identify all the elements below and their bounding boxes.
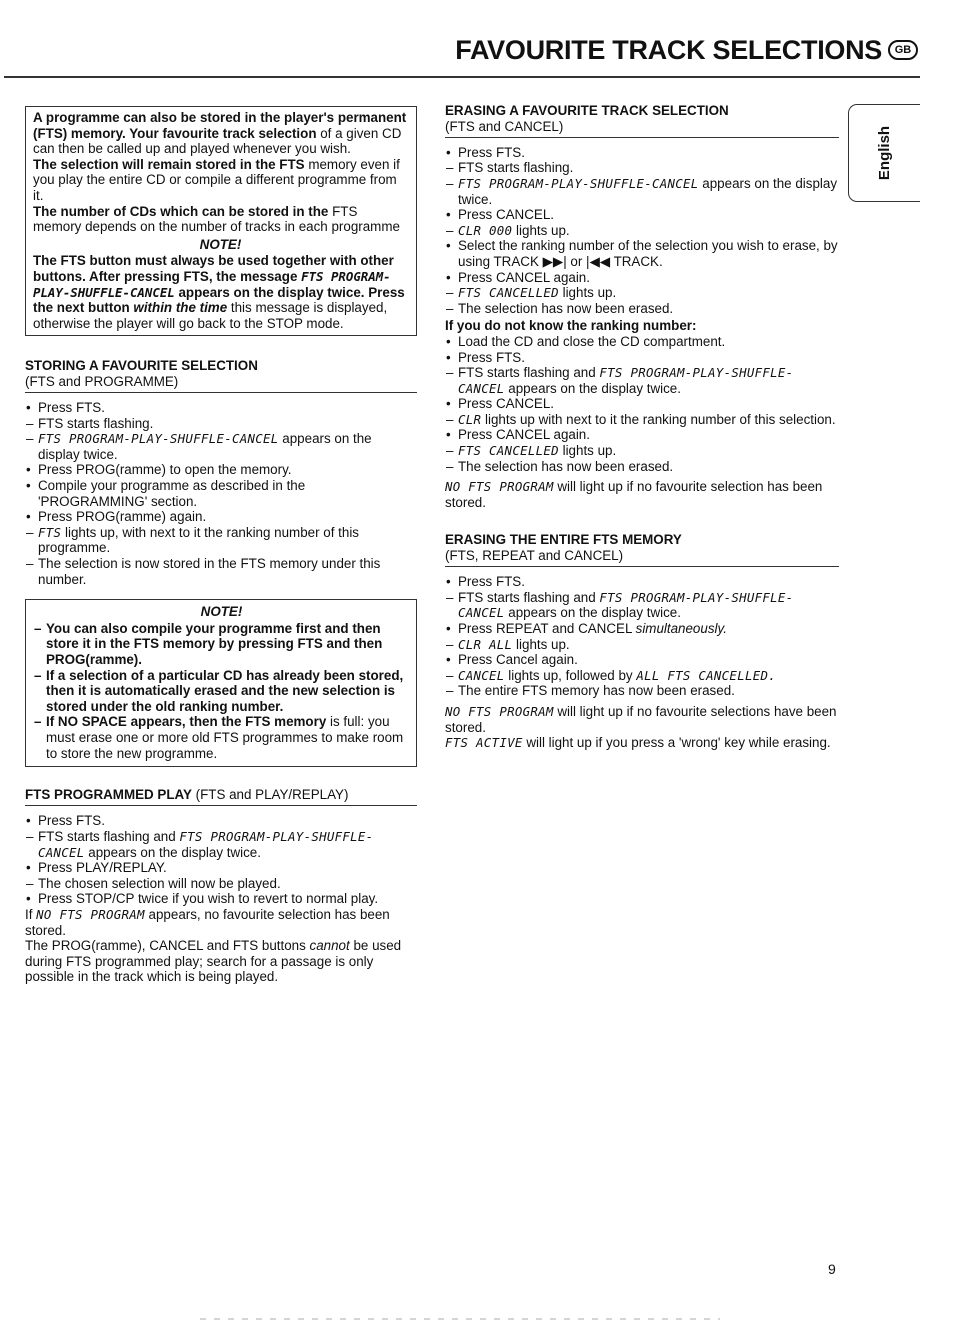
step-marker: • — [26, 860, 31, 876]
step-item — [445, 145, 839, 161]
step-text: FTS starts flashing. — [38, 415, 154, 431]
step-text: The selection is now stored in the FTS memory under this number. — [38, 556, 381, 587]
step-text: Load the CD and close the CD compartment. — [458, 333, 726, 349]
step-text: appears on the display twice. — [84, 844, 261, 860]
step-text: FTS starts flashing and — [458, 365, 600, 381]
step-marker: • — [446, 621, 451, 636]
step-marker: – — [26, 875, 34, 891]
step-marker: • — [446, 144, 451, 160]
step-marker: – — [26, 415, 34, 431]
step-item — [445, 207, 839, 223]
step-marker: • — [26, 478, 31, 494]
step-marker: – — [446, 365, 454, 381]
language-badge: GB — [888, 40, 918, 60]
fts-play-note-2: The PROG(ramme), CANCEL and FTS buttons cannot be used during FTS programmed play; search for a passage is only possible in the track which is being played. — [25, 938, 402, 985]
step-marker: • — [26, 400, 31, 416]
step-item — [25, 431, 417, 462]
step-marker: – — [26, 431, 34, 447]
note-item: – If a selection of a particular CD has already been stored, then it is automatically erased and the new selection is stored under the old ranking number. — [34, 667, 404, 714]
step-item — [445, 443, 839, 459]
step-text: Press STOP/CP twice if you wish to revert to normal play. — [38, 891, 379, 907]
fts-play-note-1: If NO FTS PROGRAM appears, no favourite selection has been stored. — [25, 906, 390, 938]
step-marker: • — [26, 891, 31, 907]
step-marker: • — [26, 813, 31, 829]
step-item — [445, 270, 839, 286]
step-marker: • — [446, 652, 451, 668]
step-text: FTS CANCELLED — [458, 285, 559, 301]
step-marker: – — [446, 683, 454, 699]
step-marker: – — [446, 443, 454, 459]
intro-paragraph-2: The selection will remain stored in the FTS memory even if you play the entire CD or compile a different programme from it. — [33, 156, 400, 203]
step-marker: – — [446, 175, 454, 191]
step-marker: – — [446, 222, 454, 238]
storing-divider — [25, 392, 417, 393]
step-marker: • — [446, 574, 451, 590]
step-item — [445, 459, 839, 475]
step-text: Press FTS. — [458, 574, 525, 590]
step-marker: – — [446, 285, 454, 301]
step-item — [445, 365, 839, 396]
step-item — [445, 683, 839, 699]
step-text: appears on the display twice. — [504, 380, 681, 396]
step-item — [445, 176, 839, 207]
intro-paragraph-3: The number of CDs which can be stored in the FTS memory depends on the number of tracks in each programme — [33, 203, 400, 235]
step-text: FTS PROGRAM-PLAY-SHUFFLE-CANCEL — [458, 365, 794, 396]
storing-heading: STORING A FAVOURITE SELECTION — [25, 358, 258, 374]
step-item — [445, 652, 839, 668]
step-marker: • — [26, 509, 31, 525]
step-marker: – — [446, 300, 454, 316]
step-item — [445, 223, 839, 239]
step-text: Compile your programme as described in the 'PROGRAMMING' section. — [38, 478, 306, 509]
erase-all-note-1: NO FTS PROGRAM will light up if no favourite selections have been stored. — [445, 703, 837, 735]
step-marker: – — [26, 524, 34, 540]
erasing-subheading: (FTS and CANCEL) — [445, 119, 564, 134]
step-text: CANCEL — [458, 667, 505, 683]
step-item — [25, 891, 417, 907]
note-box — [25, 599, 417, 767]
step-text: Select the ranking number of the selection you wish to erase, by using TRACK ▶▶| or |◀◀ TRACK. — [458, 238, 838, 269]
note-box-items — [33, 621, 410, 761]
step-marker: – — [446, 160, 454, 176]
step-item — [25, 813, 417, 829]
step-text: FTS starts flashing and — [38, 828, 180, 844]
step-text: FTS starts flashing and — [458, 589, 600, 605]
step-text: appears on the display twice. — [458, 175, 838, 207]
step-text: Press FTS. — [458, 349, 525, 365]
right-column — [445, 103, 839, 751]
step-marker: • — [446, 396, 451, 412]
step-text: FTS PROGRAM-PLAY-SHUFFLE-CANCEL — [38, 828, 374, 860]
step-text: appears on the display twice. — [504, 605, 681, 621]
step-item — [25, 400, 417, 416]
language-tab — [848, 104, 920, 202]
step-text: appears on the display twice. — [38, 431, 372, 462]
erase-all-steps — [445, 574, 839, 699]
step-marker: • — [26, 462, 31, 478]
step-text: lights up. — [558, 285, 617, 301]
step-text: lights up. — [512, 222, 570, 238]
step-text: simultaneously. — [635, 621, 727, 636]
step-marker: – — [26, 556, 34, 572]
step-marker: • — [446, 238, 451, 254]
step-text: Press CANCEL. — [458, 207, 554, 223]
step-item — [25, 876, 417, 892]
step-item — [25, 462, 417, 478]
note-item: – You can also compile your programme first and then store it in the FTS memory by pressing FTS and then PROG(ramme). — [34, 620, 383, 667]
fts-play-heading: FTS PROGRAMMED PLAY (FTS and PLAY/REPLAY) — [25, 787, 349, 803]
erasing-heading: ERASING A FAVOURITE TRACK SELECTION — [445, 103, 729, 118]
step-item — [445, 574, 839, 590]
step-text: FTS CANCELLED — [458, 443, 559, 459]
erasing-divider — [445, 137, 839, 138]
step-item — [445, 396, 839, 412]
step-text: CLR 000 — [458, 222, 513, 238]
intro-note-text: The FTS button must always be used together with other buttons. After pressing FTS, the message FTS PROGRAM-PLAY-SHUFFLE-CANCEL appears on the display twice. Press the next button within the time this message is displayed, otherwise the player will go back to the STOP mode. — [33, 253, 405, 331]
step-text: lights up, followed by — [504, 667, 637, 683]
note-item: – If NO SPACE appears, then the FTS memory is full: you must erase one or more old FTS programmes to make room to store the new programme. — [34, 714, 404, 761]
step-text: FTS PROGRAM-PLAY-SHUFFLE-CANCEL — [458, 589, 794, 621]
step-text: Press CANCEL. — [458, 396, 554, 412]
erasing-note: NO FTS PROGRAM will light up if no favourite selection has been stored. — [445, 479, 823, 510]
step-text: lights up with next to it the ranking number of this selection. — [481, 411, 836, 427]
step-item — [25, 478, 417, 509]
step-item — [445, 285, 839, 301]
step-text: Press FTS. — [38, 813, 105, 829]
fts-play-section — [25, 787, 417, 985]
step-text: Press PROG(ramme) again. — [38, 509, 207, 525]
step-item — [25, 509, 417, 525]
note-box-title: NOTE! — [200, 604, 243, 620]
erasing-section — [445, 103, 839, 510]
fts-play-divider — [25, 805, 417, 806]
step-text: The entire FTS memory has now been erased. — [458, 683, 735, 699]
step-text: Press Cancel again. — [458, 652, 578, 668]
storing-section — [25, 358, 417, 587]
step-text: FTS starts flashing. — [458, 160, 574, 176]
step-item — [445, 590, 839, 621]
step-item — [445, 160, 839, 176]
step-marker: – — [26, 828, 34, 844]
step-text: The chosen selection will now be played. — [38, 875, 281, 891]
erase-all-divider — [445, 566, 839, 567]
erasing-steps — [445, 145, 839, 317]
step-text: lights up. — [512, 636, 570, 652]
step-marker: – — [446, 458, 454, 474]
step-text: The selection has now been erased. — [458, 300, 674, 316]
step-item — [445, 412, 839, 428]
erase-all-note-2: FTS ACTIVE will light up if you press a 'wrong' key while erasing. — [445, 735, 831, 751]
title-divider — [4, 76, 920, 78]
step-text: The selection has now been erased. — [458, 458, 674, 474]
step-marker: • — [446, 269, 451, 285]
step-item — [445, 621, 839, 637]
step-item — [445, 334, 839, 350]
step-text: lights up, with next to it the ranking number of this programme. — [38, 524, 360, 556]
step-text: FTS PROGRAM-PLAY-SHUFFLE-CANCEL — [458, 175, 699, 191]
erase-all-heading: ERASING THE ENTIRE FTS MEMORY — [445, 532, 682, 548]
step-marker: • — [446, 349, 451, 365]
step-item — [25, 860, 417, 876]
intro-note-title: NOTE! — [199, 236, 242, 252]
erase-all-section — [445, 532, 839, 750]
intro-box — [25, 106, 417, 336]
step-item — [25, 416, 417, 432]
language-tab-label: English — [875, 125, 893, 181]
step-text: Press PLAY/REPLAY. — [38, 860, 167, 876]
step-marker: – — [446, 411, 454, 427]
step-text: FTS — [38, 524, 62, 540]
step-item — [445, 427, 839, 443]
step-text: lights up. — [558, 443, 617, 459]
page-number: 9 — [828, 1261, 836, 1277]
step-item — [445, 238, 839, 269]
step-text: FTS PROGRAM-PLAY-SHUFFLE-CANCEL — [38, 431, 279, 447]
erasing-unknown-steps — [445, 334, 839, 474]
step-item — [445, 637, 839, 653]
left-column — [25, 106, 417, 985]
page-title: FAVOURITE TRACK SELECTIONS — [455, 35, 882, 65]
step-marker: • — [446, 207, 451, 223]
storing-steps — [25, 400, 417, 587]
step-marker: – — [446, 636, 454, 652]
scan-artifact-line — [200, 1318, 720, 1320]
step-text: CLR — [458, 411, 482, 427]
intro-paragraph-1: A programme can also be stored in the player's permanent (FTS) memory. Your favourite track selection of a given CD can then be called up and played whenever you wish. — [33, 110, 407, 157]
step-marker: • — [446, 333, 451, 349]
step-text: Press CANCEL again. — [458, 269, 590, 285]
fts-play-steps — [25, 813, 417, 907]
step-item — [445, 301, 839, 317]
step-marker: • — [446, 427, 451, 443]
step-item — [445, 668, 839, 684]
step-text: ALL FTS CANCELLED. — [636, 667, 776, 683]
step-item — [25, 525, 417, 556]
step-marker: – — [446, 589, 454, 605]
step-item — [25, 556, 417, 587]
unknown-ranking-heading: If you do not know the ranking number: — [445, 318, 697, 334]
step-text: Press FTS. — [458, 144, 525, 160]
step-text: Press FTS. — [38, 400, 105, 416]
step-text: Press PROG(ramme) to open the memory. — [38, 462, 292, 478]
step-text: CLR ALL — [458, 636, 513, 652]
step-item — [25, 829, 417, 860]
step-item — [445, 350, 839, 366]
step-text: Press CANCEL again. — [458, 427, 590, 443]
erase-all-subheading: (FTS, REPEAT and CANCEL) — [445, 548, 624, 564]
step-marker: – — [446, 667, 454, 683]
storing-subheading: (FTS and PROGRAMME) — [25, 374, 179, 390]
step-text: Press REPEAT and CANCEL — [458, 621, 636, 636]
